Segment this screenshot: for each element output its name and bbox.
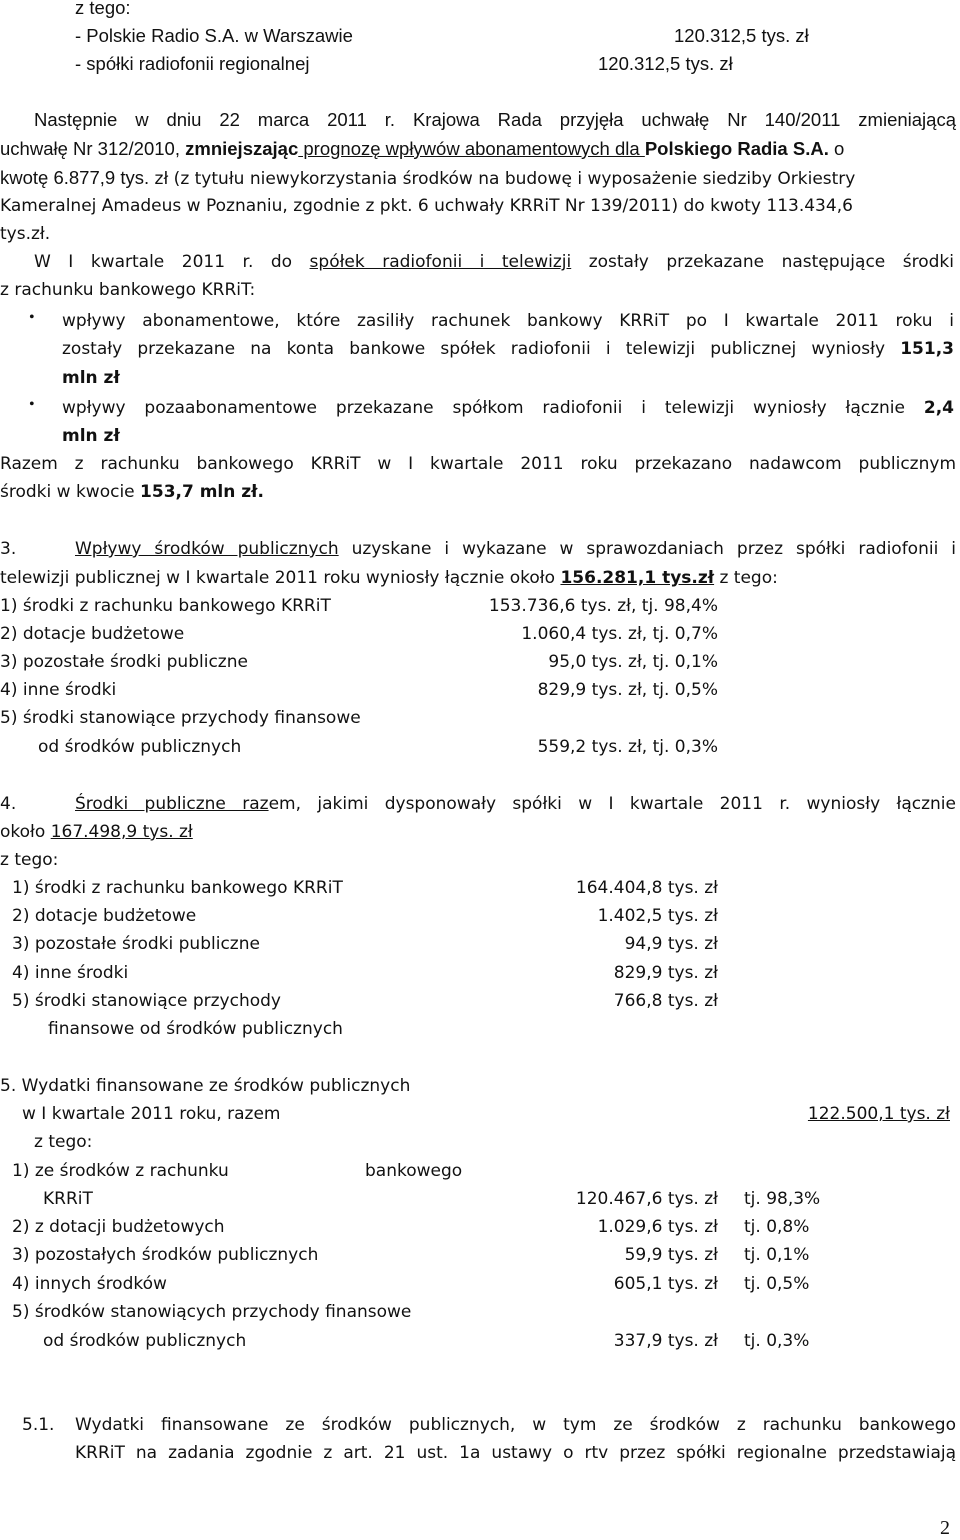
sec51-line1: Wydatki finansowane ze środków publicznych, w tym ze środków z rachunku bankowego — [75, 1415, 956, 1435]
sec4-item-label: 3) pozostałe środki publiczne — [12, 934, 260, 954]
sec5-item4-pct: tj. 0,5% — [744, 1274, 810, 1294]
razem-line1: Razem z rachunku bankowego KRRiT w I kwartale 2011 roku przekazano nadawcom publicznym — [0, 454, 956, 474]
sec5-item2-label: 2) z dotacji budżetowych — [12, 1217, 225, 1237]
sec4-number: 4. — [0, 794, 17, 814]
sec4-item-value: 1.402,5 tys. zł — [597, 906, 718, 926]
para2-line1-c: zostały przekazane następujące środki — [571, 252, 954, 272]
radiofonia-regionalna-value: 120.312,5 tys. zł — [598, 53, 733, 74]
sec4-item-label: 4) inne środki — [12, 963, 129, 983]
para1-line5: tys.zł. — [0, 224, 51, 244]
sec5-z-tego: z tego: — [34, 1132, 93, 1152]
sec4-line1 — [75, 792, 956, 816]
bullet-icon: • — [29, 309, 35, 326]
sec5-item4-label: 4) innych środków — [12, 1274, 167, 1294]
bullet-icon: • — [29, 396, 35, 413]
sec4-item-value: 766,8 tys. zł — [613, 991, 718, 1011]
bullet2-value: 2,4 — [923, 398, 954, 418]
bullet1-line3: mln zł — [62, 368, 120, 388]
sec3-item-label: 1) środki z rachunku bankowego KRRiT — [0, 596, 331, 616]
sec4-item-label: 1) środki z rachunku bankowego KRRiT — [12, 878, 343, 898]
sec5-item5-label: 5) środków stanowiących przychody finansowe — [12, 1302, 412, 1322]
bullet1-value: 151,3 — [900, 339, 954, 359]
sec3-item-value: 153.736,6 tys. zł, tj. 98,4% — [488, 596, 718, 616]
para2-line1-underlined: spółek radiofonii i telewizji — [309, 252, 572, 272]
razem-value: 153,7 mln zł. — [140, 482, 264, 502]
bullet1-line2 — [62, 337, 954, 361]
sec4-item-value: 164.404,8 tys. zł — [575, 878, 718, 898]
sec3-item-label: 5) środki stanowiące przychody finansowe — [0, 708, 361, 728]
sec5-item5-pct: tj. 0,3% — [744, 1331, 810, 1351]
para1-line1: Następnie w dniu 22 marca 2011 r. Krajowa Rada przyjęła uchwałę Nr 140/2011 zmieniającą — [34, 109, 956, 130]
sec5-line2: w I kwartale 2011 roku, razem — [22, 1104, 281, 1124]
bullet2-line1-a: wpływy pozaabonamentowe przekazane spółkom radiofonii i telewizji wyniosły łącznie — [62, 398, 924, 418]
bullet2-line2: mln zł — [62, 426, 120, 446]
para1-line3-b: zł (z tytułu niewykorzystania środków na budowę i wyposażenie siedziby Orkiestry — [149, 169, 856, 189]
polskie-radio-label: - Polskie Radio S.A. w Warszawie — [75, 25, 353, 46]
sec3-line1-b: uzyskane i wykazane w sprawozdaniach przez spółki radiofonii i — [338, 539, 956, 559]
sec4-item-value: 829,9 tys. zł — [613, 963, 718, 983]
sec4-item-value: 94,9 tys. zł — [624, 934, 718, 954]
sec3-item-value: 829,9 tys. zł, tj. 0,5% — [537, 680, 718, 700]
para1-line4: Kameralnej Amadeus w Poznaniu, zgodnie z pkt. 6 uchwały KRRiT Nr 139/2011) do kwoty 113.434,6 — [0, 196, 853, 216]
para1-line2 — [0, 137, 956, 161]
bullet2-line1 — [62, 396, 954, 420]
para1-line3-a: kwotę 6.877,9 tys. — [0, 167, 150, 188]
sec3-line2-a: telewizji publicznej w I kwartale 2011 roku wyniosły łącznie około — [0, 568, 561, 588]
sec4-total-value: 167.498,9 tys. zł — [50, 822, 193, 842]
sec3-item-label: od środków publicznych — [38, 737, 242, 757]
sec5-item3-value: 59,9 tys. zł — [624, 1245, 718, 1265]
para1-line2-underlined: prognozę wpływów abonamentowych dla — [298, 138, 645, 159]
sec51-number: 5.1. — [22, 1415, 55, 1435]
sec5-item3-label: 3) pozostałych środków publicznych — [12, 1245, 319, 1265]
sec4-line1-b: em, jakimi dysponowały spółki w I kwartale 2011 r. wyniosły łącznie — [268, 794, 956, 814]
sec5-item1-label-cont: bankowego — [365, 1161, 463, 1181]
para1-line2-bold: zmniejszając — [185, 138, 299, 159]
para2-line2: z rachunku bankowego KRRiT: — [0, 280, 256, 300]
sec3-line1 — [75, 537, 956, 561]
para1-line2-a: uchwałę Nr 312/2010, — [0, 138, 186, 159]
sec3-item-value: 95,0 tys. zł, tj. 0,1% — [548, 652, 718, 672]
para1-line3 — [0, 166, 855, 191]
sec3-number: 3. — [0, 539, 17, 559]
sec51-line2: KRRiT na zadania zgodnie z art. 21 ust. 1a ustawy o rtv przez spółki regionalne przedstawiają — [75, 1443, 956, 1463]
razem-line2-a: środki w kwocie — [0, 482, 141, 502]
sec3-item-label: 2) dotacje budżetowe — [0, 624, 185, 644]
sec3-item-label: 3) pozostałe środki publiczne — [0, 652, 248, 672]
sec4-line1-underlined: Środki publiczne raz — [75, 794, 269, 814]
sec3-item-value: 1.060,4 tys. zł, tj. 0,7% — [521, 624, 718, 644]
sec5-item1-label-cont: KRRiT — [43, 1189, 93, 1209]
sec4-line2 — [0, 820, 193, 844]
razem-line2 — [0, 480, 264, 504]
sec5-item5-label-cont: od środków publicznych — [43, 1331, 247, 1351]
sec5-title: 5. Wydatki finansowane ze środków publicznych — [0, 1076, 411, 1096]
sec3-item-value: 559,2 tys. zł, tj. 0,3% — [537, 737, 718, 757]
sec3-total-value: 156.281,1 tys.zł — [560, 568, 715, 588]
sec5-total-value: 122.500,1 tys. zł — [807, 1104, 950, 1124]
sec4-line2-a: około — [0, 822, 51, 842]
sec5-item1-pct: tj. 98,3% — [744, 1189, 821, 1209]
sec3-line2-c: z tego: — [714, 568, 778, 588]
polskie-radio-value: 120.312,5 tys. zł — [674, 25, 809, 46]
sec3-line2 — [0, 566, 778, 590]
sec4-item-label: 2) dotacje budżetowe — [12, 906, 197, 926]
radiofonia-regionalna-label: - spółki radiofonii regionalnej — [75, 53, 310, 74]
para2-line1-a: W I kwartale 2011 r. do — [34, 252, 310, 272]
sec3-item-label: 4) inne środki — [0, 680, 117, 700]
sec3-line1-underlined: Wpływy środków publicznych — [75, 539, 339, 559]
page-number: 2 — [940, 1517, 950, 1539]
sec5-item2-pct: tj. 0,8% — [744, 1217, 810, 1237]
sec4-item-label: finansowe od środków publicznych — [48, 1019, 343, 1039]
sec4-item-label: 5) środki stanowiące przychody — [12, 991, 281, 1011]
para1-line2-end: o — [828, 138, 845, 159]
sec5-item5-value: 337,9 tys. zł — [613, 1331, 718, 1351]
sec5-item3-pct: tj. 0,1% — [744, 1245, 810, 1265]
z-tego-label: z tego: — [75, 0, 131, 18]
para1-line2-bold-name: Polskiego Radia S.A. — [644, 138, 829, 159]
bullet1-line2-a: zostały przekazane na konta bankowe spółek radiofonii i telewizji publicznej wyniosły — [62, 339, 901, 359]
sec5-item4-value: 605,1 tys. zł — [613, 1274, 718, 1294]
sec5-item1-value: 120.467,6 tys. zł — [575, 1189, 718, 1209]
sec5-item2-value: 1.029,6 tys. zł — [597, 1217, 718, 1237]
sec4-z-tego: z tego: — [0, 850, 59, 870]
para2-line1 — [34, 250, 954, 274]
sec5-item1-label: 1) ze środków z rachunku — [12, 1161, 229, 1181]
bullet1-line1: wpływy abonamentowe, które zasiliły rachunek bankowy KRRiT po I kwartale 2011 roku i — [62, 311, 954, 331]
